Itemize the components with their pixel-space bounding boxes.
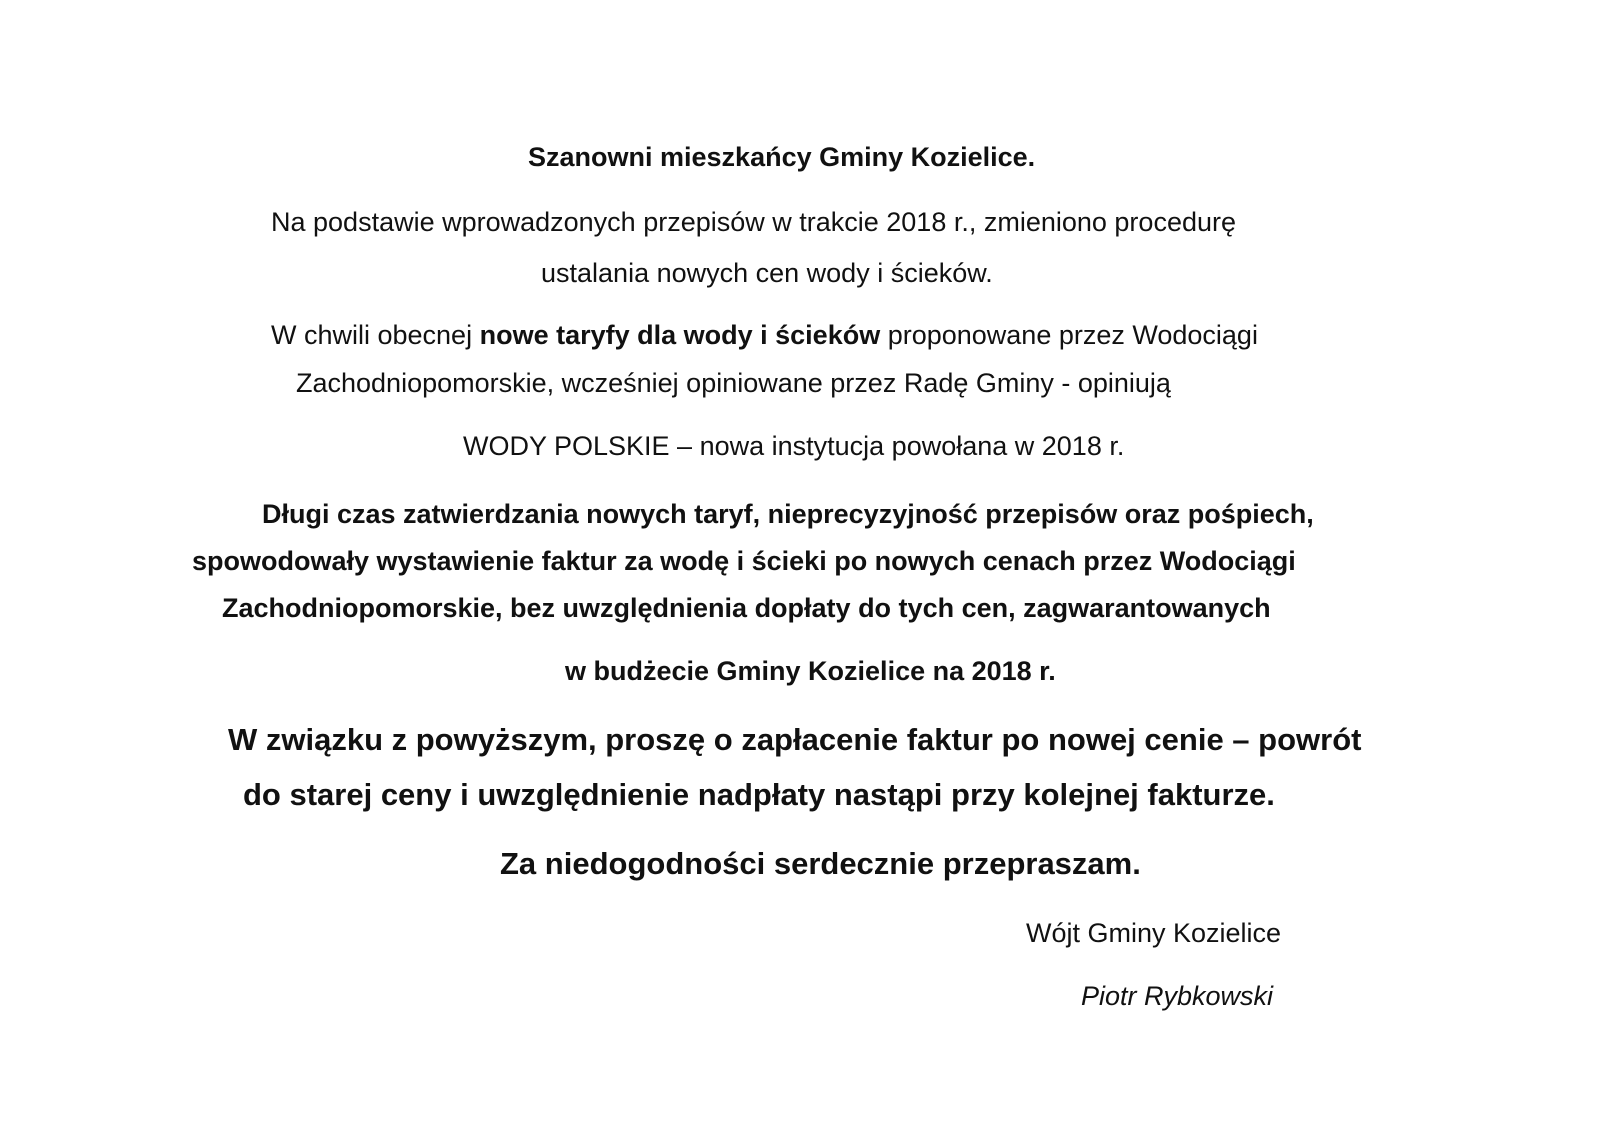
- paragraph-2-line-3: WODY POLSKIE – nowa instytucja powołana w 2018 r.: [463, 431, 1125, 461]
- paragraph-2-text-before: W chwili obecnej: [271, 320, 480, 350]
- signature-title: Wójt Gminy Kozielice: [1026, 918, 1282, 948]
- paragraph-2-line-1: [271, 322, 1258, 349]
- signature-name: Piotr Rybkowski: [1081, 981, 1274, 1011]
- letter-greeting: Szanowni mieszkańcy Gminy Kozielice.: [528, 142, 1036, 172]
- paragraph-1-line-2: ustalania nowych cen wody i ścieków.: [541, 258, 993, 288]
- paragraph-3-line-2: spowodowały wystawienie faktur za wodę i ścieki po nowych cenach przez Wodociągi: [192, 546, 1296, 576]
- paragraph-3-line-3: Zachodniopomorskie, bez uwzględnienia dopłaty do tych cen, zagwarantowanych: [222, 593, 1271, 623]
- paragraph-2-line-2: Zachodniopomorskie, wcześniej opiniowane przez Radę Gminy - opiniują: [296, 368, 1171, 398]
- paragraph-1-line-1: Na podstawie wprowadzonych przepisów w trakcie 2018 r., zmieniono procedurę: [271, 207, 1236, 237]
- paragraph-4-line-1: W związku z powyższym, proszę o zapłacenie faktur po nowej cenie – powrót: [228, 722, 1362, 757]
- paragraph-2-text-after: proponowane przez Wodociągi: [880, 320, 1258, 350]
- apology-line: Za niedogodności serdecznie przepraszam.: [500, 846, 1141, 881]
- paragraph-3-line-4: w budżecie Gminy Kozielice na 2018 r.: [565, 656, 1056, 686]
- paragraph-2-bold-phrase: nowe taryfy dla wody i ścieków: [479, 320, 881, 350]
- paragraph-4-line-2: do starej ceny i uwzględnienie nadpłaty nastąpi przy kolejnej fakturze.: [243, 777, 1275, 812]
- paragraph-3-line-1: Długi czas zatwierdzania nowych taryf, nieprecyzyjność przepisów oraz pośpiech,: [262, 499, 1314, 529]
